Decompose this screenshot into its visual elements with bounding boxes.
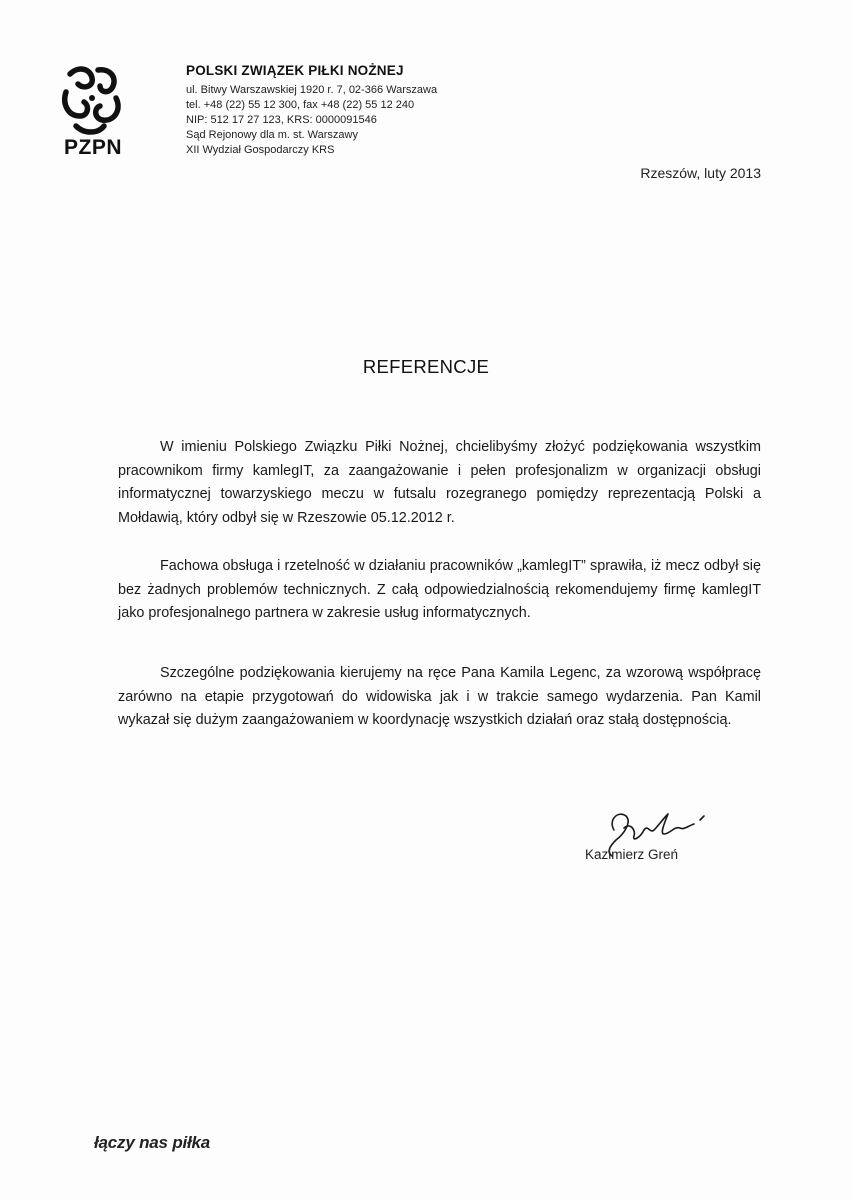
signatory-name: Kazimierz Greń [585,847,679,862]
letterhead [186,63,437,158]
court-line: Sąd Rejonowy dla m. st. Warszawy [186,129,358,141]
footer-slogan: łączy nas piłka [94,1133,211,1152]
registry-line: XII Wydział Gospodarczy KRS [186,144,335,156]
document-title: REFERENCJE [362,356,490,377]
paragraph-text: Fachowa obsługa i rzetelność w działaniu pracowników „kamlegIT” sprawiła, iż mecz odbył się bez żadnych problemów technicznych. Z całą odpowiedzialnością rekomendujemy firmę kamlegIT jako profesjonalnego partnera w zakresie usług informatycznych. [118,558,761,621]
paragraph-text: Szczególne podziękowania kierujemy na ręce Pana Kamila Legenc, za wzorową współpracę zarówno na etapie przygotowań do widowiska jak i w trakcie samego wydarzenia. Pan Kamil wykazał się dużym zaangażowaniem w koordynację wszystkich działań oraz stałą dostępnością. [118,665,761,728]
logo-wordmark: PZPN [63,136,122,159]
tax-id-line: NIP: 512 17 27 123, KRS: 0000091546 [186,114,377,126]
address-line: ul. Bitwy Warszawskiej 1920 r. 7, 02-366 Warszawa [186,84,438,96]
paragraph [118,662,761,733]
paragraph-text: W imieniu Polskiego Związku Piłki Nożnej, chcielibyśmy złożyć podziękowania wszystkim pracownikom firmy kamlegIT, za zaangażowanie i pełen profesjonalizm w organizacji obsługi informatycznej towarzyskiego meczu w futsalu rozegranego pomiędzy reprezentacją Polski a Mołdawią, który odbył się w Rzeszowie 05.12.2012 r. [118,439,761,526]
date-line: Rzeszów, luty 2013 [640,165,761,181]
organization-name: POLSKI ZWIĄZEK PIŁKI NOŻNEJ [186,63,404,78]
phone-line: tel. +48 (22) 55 12 300, fax +48 (22) 55 12 240 [186,99,415,111]
paragraph [118,436,761,530]
paragraph [118,555,761,626]
